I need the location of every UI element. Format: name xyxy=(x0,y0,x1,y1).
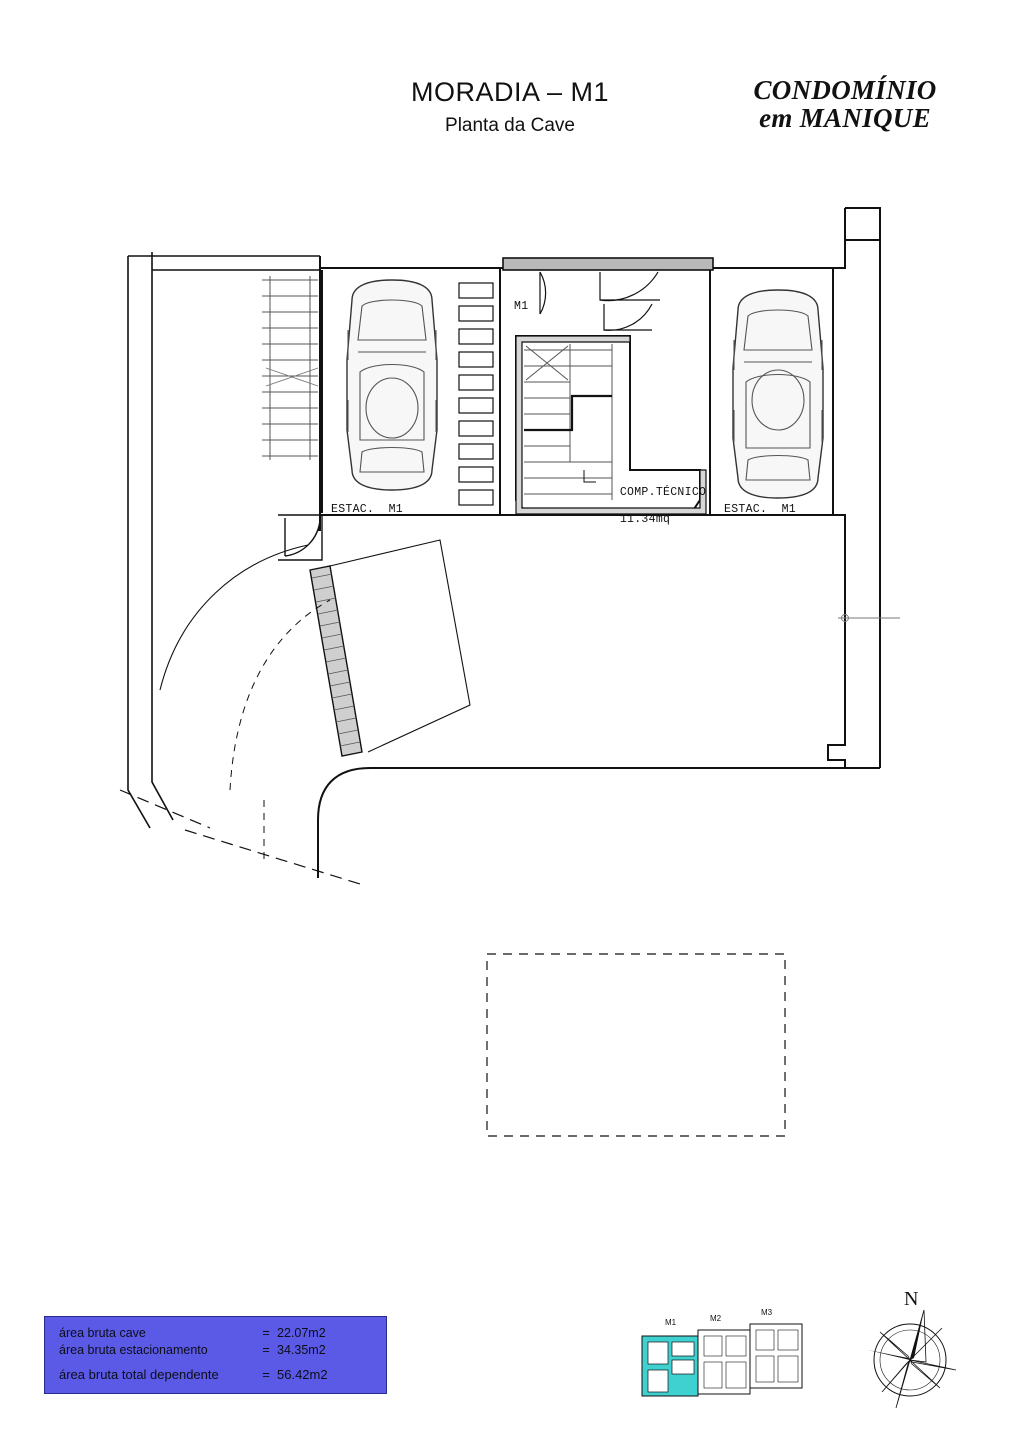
legend-row xyxy=(59,1325,376,1342)
legend-label: área bruta cave xyxy=(59,1326,146,1340)
legend-equals: = xyxy=(262,1326,270,1340)
area-legend xyxy=(44,1316,387,1394)
label-parking-right: ESTAC. M1 xyxy=(724,503,797,516)
legend-total-label: área bruta total dependente xyxy=(59,1367,219,1382)
page-subtitle: Planta da Cave xyxy=(445,114,575,136)
keyplan-tag-m2: M2 xyxy=(710,1314,722,1323)
legend-total-equals: = xyxy=(262,1367,270,1382)
legend-row xyxy=(59,1342,376,1359)
label-unit-m1: M1 xyxy=(514,300,529,313)
key-plan xyxy=(640,1308,820,1402)
brand-line-1: CONDOMÍNIO xyxy=(753,75,937,105)
label-parking-left: ESTAC. M1 xyxy=(331,503,404,516)
page-title: MORADIA – M1 xyxy=(410,77,610,107)
north-arrow xyxy=(852,1288,972,1408)
legend-equals: = xyxy=(262,1342,270,1357)
label-tech-room xyxy=(591,473,706,539)
tech-room-name: COMP.TÉCNICO xyxy=(619,486,707,500)
legend-value: 22.07m2 xyxy=(277,1326,326,1340)
legend-value: 34.35m2 xyxy=(277,1342,326,1357)
north-letter: N xyxy=(904,1288,919,1310)
brand-line-2: em MANIQUE xyxy=(759,103,931,134)
legend-total-value: 56.42m2 xyxy=(277,1367,328,1382)
legend-row-total xyxy=(59,1366,376,1383)
legend-label: área bruta estacionamento xyxy=(59,1342,208,1357)
keyplan-tag-m3: M3 xyxy=(761,1308,773,1317)
keyplan-tag-m1: M1 xyxy=(665,1318,677,1327)
keyplan-graphic xyxy=(640,1318,820,1402)
tech-room-area: 11.34mq xyxy=(619,512,671,526)
